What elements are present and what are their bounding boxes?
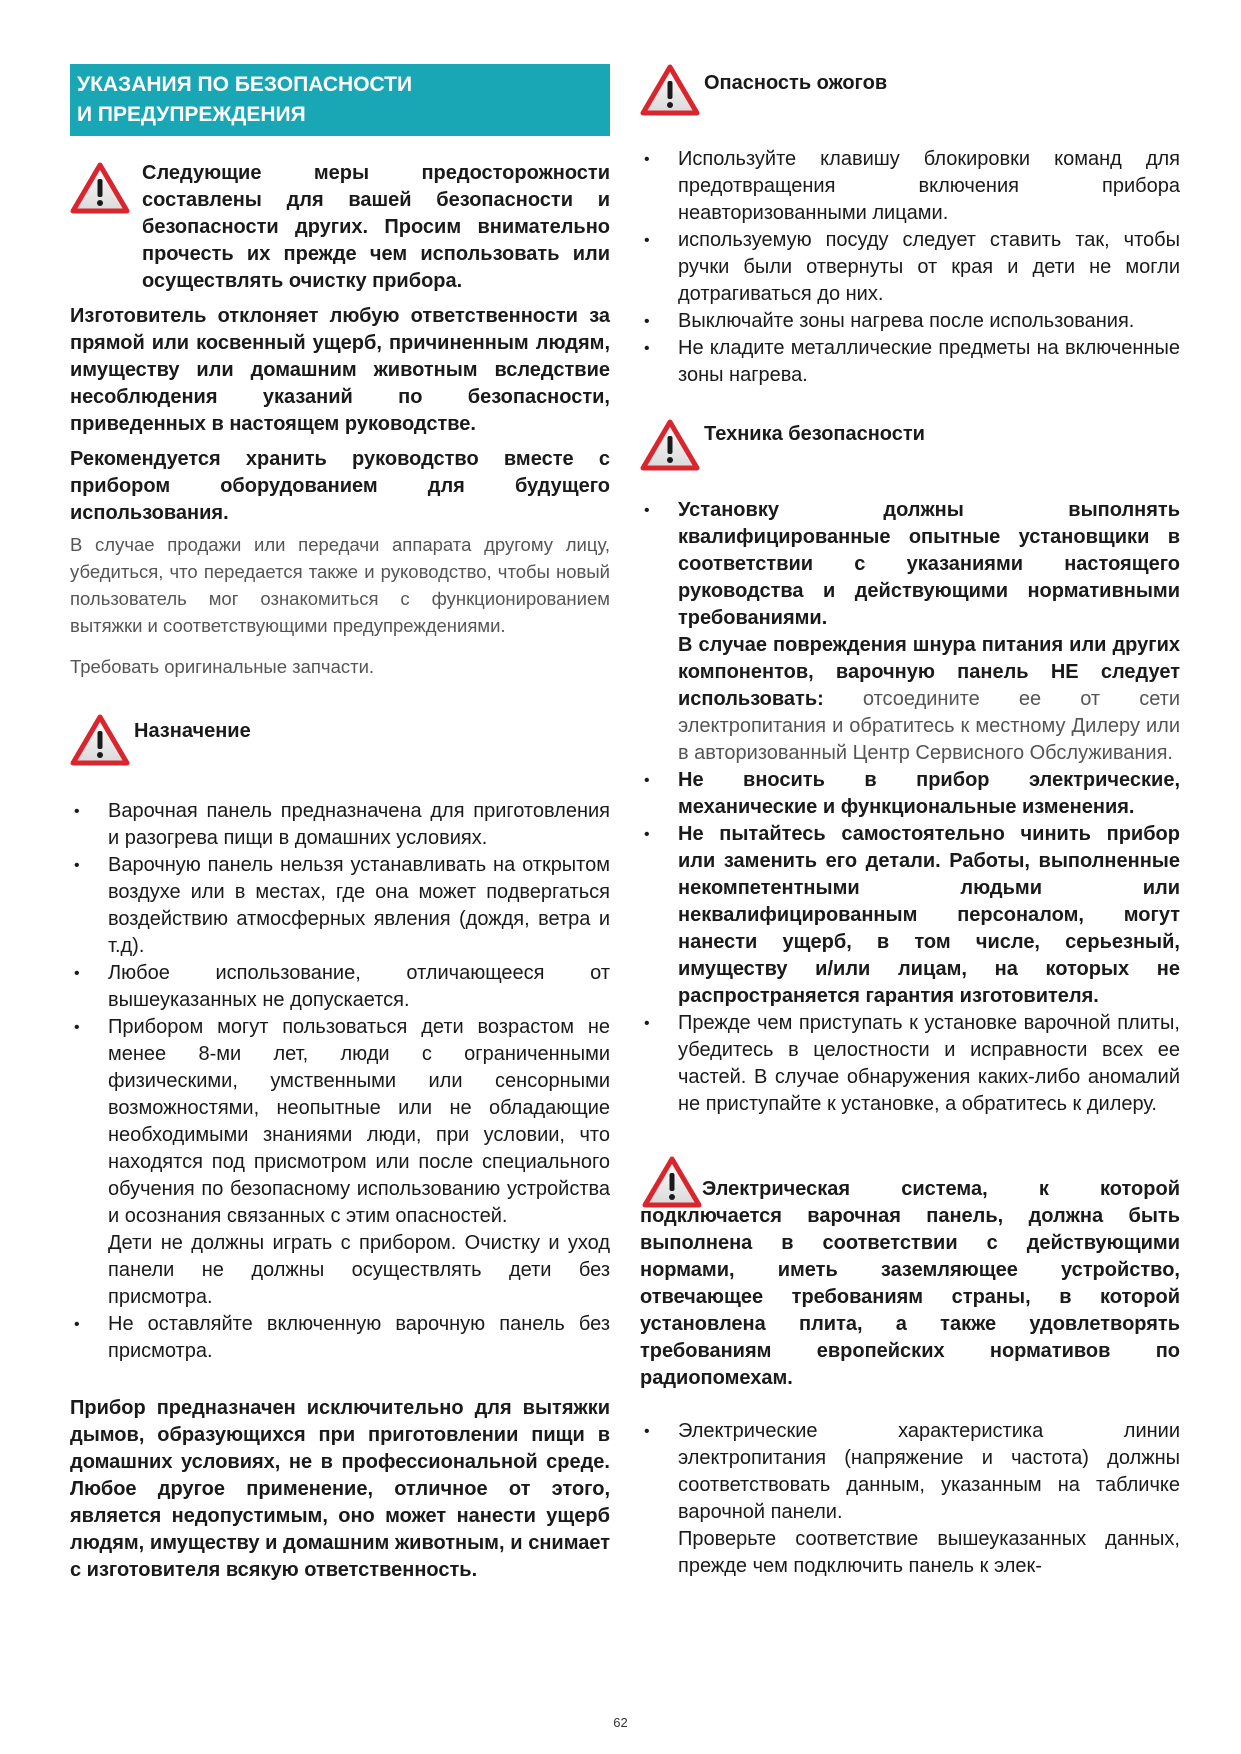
list-item: • Установку должны выполнять квалифицированные опытные установщики в соответствии с указаниями настоящего руководства и действующими нормативными требованиями. В случае повреждения шнура питания или других компонентов, варочную панель НЕ следует использовать: отсоедините ее от сети электропитания и обратитесь к местному Дилеру или в авторизованный Центр Сервисного Обслуживания.: [644, 499, 1180, 764]
safety-title: Техника безопасности: [704, 423, 925, 445]
bullet-icon: •: [74, 1019, 80, 1036]
bullet-icon: •: [644, 1015, 650, 1032]
warning-triangle-icon: [640, 64, 700, 116]
list-item: • Не кладите металлические предметы на включенные зоны нагрева.: [644, 337, 1180, 386]
list-item: • Выключайте зоны нагрева после использования.: [640, 308, 1180, 335]
section-header-line2: И ПРЕДУПРЕЖДЕНИЯ: [77, 103, 306, 126]
burns-list: [640, 146, 1180, 389]
purpose-list: [70, 798, 610, 1365]
list-item: • Не оставляйте включенную варочную панель без присмотра.: [74, 1313, 610, 1362]
warning-triangle-icon: [70, 162, 130, 214]
purpose-title: Назначение: [134, 720, 251, 742]
list-item: • Используйте клавишу блокировки команд для предотвращения включения прибора неавторизованными лицами.: [644, 148, 1180, 224]
burns-heading: [640, 64, 1180, 128]
bullet-icon: •: [644, 151, 650, 168]
bullet-icon: •: [644, 313, 650, 330]
bullet-icon: •: [644, 772, 650, 789]
electrical-list: [640, 1418, 1180, 1580]
intro-paragraph-1: Следующие меры предосторожности составлены для вашей безопасности и безопасности других. Просим внимательно прочесть их прежде чем использовать или осуществлять очистку прибора.: [142, 162, 610, 292]
list-item: • Варочная панель предназначена для приготовления и разогрева пищи в домашних условиях.: [74, 800, 610, 849]
intro-paragraph-3: Рекомендуется хранить руководство вместе с прибором оборудованием для будущего использования.: [70, 448, 610, 524]
purpose-heading: [70, 714, 610, 778]
list-item: • Не вносить в прибор электрические, механические и функциональные изменения.: [644, 769, 1180, 818]
list-item: • Не пытайтесь самостоятельно чинить прибор или заменить его детали. Работы, выполненные некомпетентными людьми или неквалифицированным персоналом, могут нанести ущерб, в том числе, серьезный, имуществу и/или лицам, на которых не распространяется гарантия изготовителя.: [644, 823, 1180, 1007]
section-header-line1: УКАЗАНИЯ ПО БЕЗОПАСНОСТИ: [77, 73, 413, 96]
purpose-closing: Прибор предназначен исключительно для вытяжки дымов, образующихся при приготовлении пищи в домашних условиях, не в профессиональной среде. Любое другое применение, отличное от этого, является недопустимым, оно может нанести ущерб людям, имуществу и домашним животным, и снимает с изготовителя всякую ответственность.: [70, 1397, 610, 1581]
children-note: Дети не должны играть с прибором. Очистку и уход панели не должны осуществлять дети без присмотра.: [108, 1232, 610, 1308]
intro-warning: [70, 160, 610, 295]
bullet-icon: •: [74, 1316, 80, 1333]
warning-triangle-icon: [642, 1156, 702, 1208]
bullet-icon: •: [644, 340, 650, 357]
bullet-icon: •: [74, 857, 80, 874]
list-item: • используемую посуду следует ставить так, чтобы ручки были отвернуты от края и дети не могли дотрагиваться до них.: [644, 229, 1180, 305]
list-item: • Любое использование, отличающееся от вышеуказанных не допускается.: [74, 962, 610, 1011]
bullet-icon: •: [74, 803, 80, 820]
intro-paragraph-2: Изготовитель отклоняет любую ответственности за прямой или косвенный ущерб, причиненным людям, имуществу или домашним животным вследствие несоблюдения указаний по безопасности, приведенных в настоящем руководстве.: [70, 305, 610, 435]
bullet-icon: •: [644, 502, 650, 519]
bullet-icon: •: [644, 1423, 650, 1440]
safety-list: [640, 497, 1180, 1118]
safety-heading: [640, 419, 1180, 483]
section-header: [70, 64, 610, 136]
list-item: • Прежде чем приступать к установке варочной плиты, убедитесь в целостности и исправности всех ее частей. В случае обнаружения каких-либо аномалий не приступайте к установке, а обратитесь к дилеру.: [644, 1012, 1180, 1115]
warning-triangle-icon: [640, 419, 700, 471]
intro-paragraph-4: В случае продажи или передачи аппарата другому лицу, убедиться, что передается также и руководство, чтобы новый пользователь мог ознакомиться с функционированием вытяжки и соответствующими предупреждениями.: [70, 534, 610, 636]
page-number: 62: [613, 1715, 628, 1730]
bullet-icon: •: [644, 826, 650, 843]
right-column: [640, 64, 1180, 1580]
electrical-warning-text: Электрическая система, к которой подключается варочная панель, должна быть выполнена в соответствии с действующими нормами, иметь заземляющее устройство, отвечающее требованиям страны, в которой установлена плита, а также удовлетворять требованиям европейских нормативов по радиопомехам.: [640, 1178, 1180, 1389]
electrical-warning: [640, 1154, 1180, 1392]
left-column: [70, 64, 610, 1584]
bullet-icon: •: [644, 232, 650, 249]
burns-title: Опасность ожогов: [704, 72, 888, 94]
list-item: • Электрические характеристика линии электропитания (напряжение и частота) должны соответствовать данным, указанным на табличке варочной панели. Проверьте соответствие вышеуказанных данных, прежде чем подключить панель к элек-: [644, 1420, 1180, 1577]
warning-triangle-icon: [70, 714, 130, 766]
list-item: • Прибором могут пользоваться дети возрастом не менее 8-ми лет, люди с ограниченными физическими, умственными или сенсорными возможностями, неопытные или не обладающие необходимыми знаниями люди, при условии, что находятся под присмотром или после специального обучения по безопасному использованию устройства и осознания связанных с этим опасностей. Дети не должны играть с прибором. Очистку и уход панели не должны осуществлять дети без присмотра.: [74, 1016, 610, 1308]
bullet-icon: •: [74, 965, 80, 982]
intro-paragraph-5: Требовать оригинальные запчасти.: [70, 656, 375, 677]
list-item: • Варочную панель нельзя устанавливать на открытом воздухе или в местах, где она может подвергаться воздействию атмосферных явления (дождя, ветра и т.д).: [74, 854, 610, 957]
